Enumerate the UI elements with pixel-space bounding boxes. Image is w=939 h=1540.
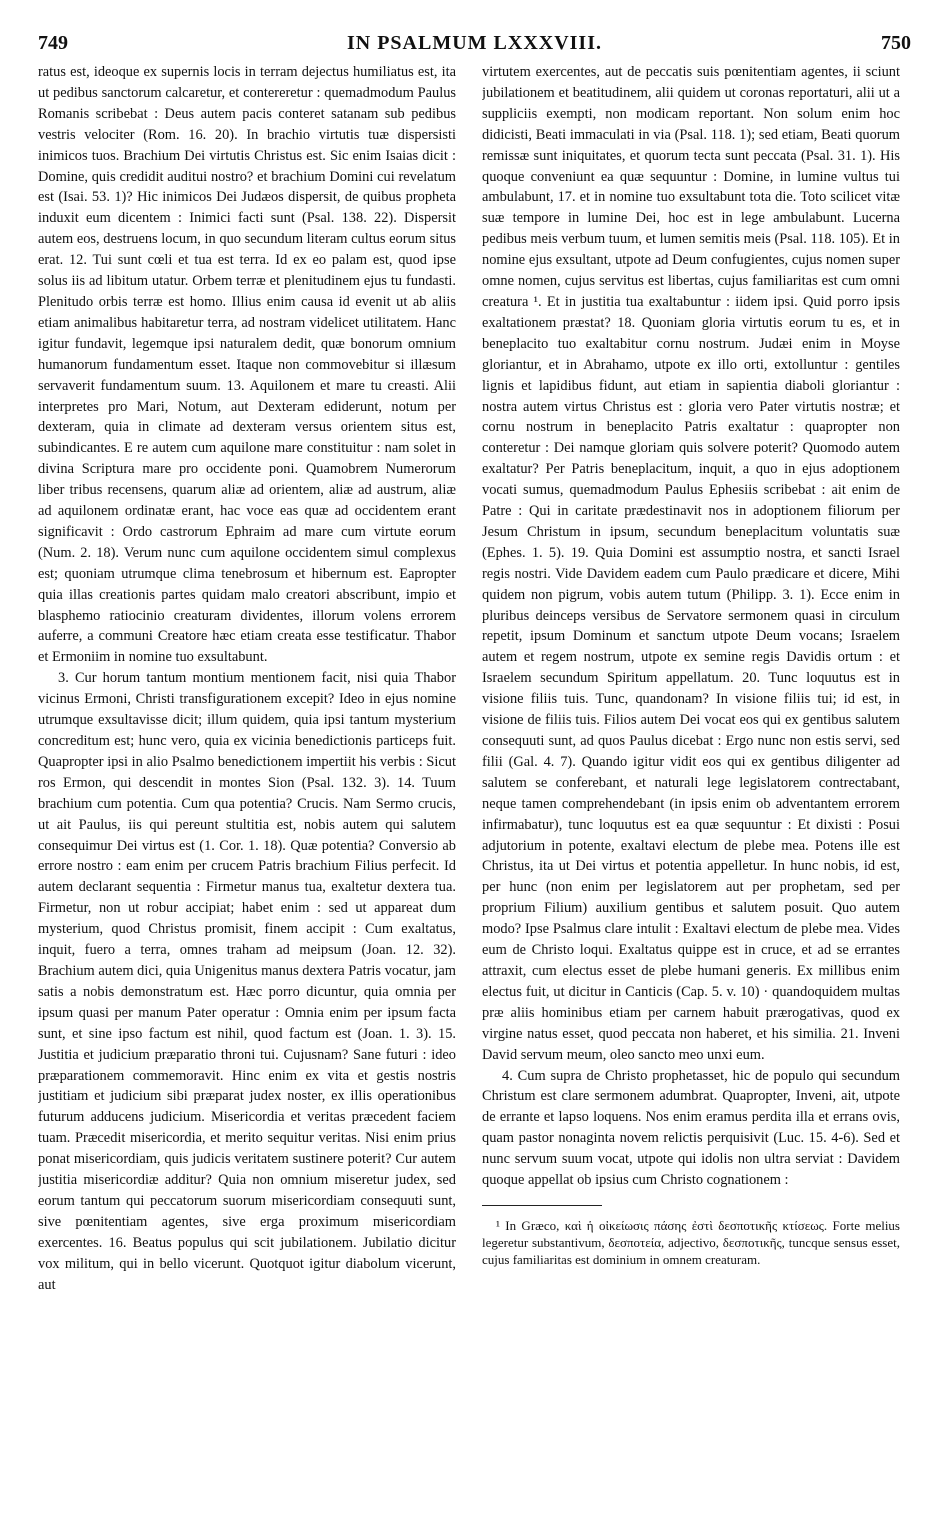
paragraph: 3. Cur horum tantum montium mentionem facit, nisi quia Thabor vicinus Ermoni, Christi transfigurationem excepit? Ideo in ejus nomine utrumque exsultavisse dicit; illum quidem, quia ipsi tantum mysterium concreditum est; hunc vero, quia ex vicinia benedictionis particeps fuit. Quapropter ipsi in alio Psalmo benedictionem impertiit his verbis : Sicut ros Ermon, qui descendit in montes Sion (Psal. 132. 3). 14. Tuum brachium cum potentia. Cum qua potentia? Crucis. Nam Sermo crucis, ut ait Paulus, iis qui pereunt stultitia est, nobis autem qui salutem consequimur Dei virtus est (1. Cor. 1. 18). Quæ potentia? Conversio ab errore nostro : eam enim per crucem Patris brachium Filius perfecit. Id autem declarant sequentia : Firmetur manus tua, exaltetur dextera tua. Firmetur, non ut robur accipiat; habet enim : sed ut appareat dum mysterium, quod Christus promisit, finem accipit : Cum exaltatus, inquit, fuero a terra, omnes traham ad meipsum (Joan. 12. 32). Brachium autem dici, quia Unigenitus manus dextera Patris vocatur, jam satis a nobis demonstratum est. Hæc porro dicuntur, quia omnia per ipsum quasi per manum Pater operatur : Omnia enim per ipsum facta sunt, et sine ipso factum est nihil, quod factum est (Joan. 1. 3). 15. Justitia et judicium præparatio throni tui. Cujusnam? Sane futuri : ideo præparationem commemoravit. Hinc enim ex vita et gestis nostris justitiam et judicium sibi præparat judex noster, ex illis operationibus futurum adducens judicium. Misericordia et veritas præcedent faciem tuam. Præcedit misericordia, et merito sequitur veritas. Nisi enim prius ponat misericordiam, quis judicis veritatem sustinere poterit? Cur autem justitia misericordiæ additur? Quia non omnium miseretur judex, sed eorum tantum qui peccatorum suorum misericordiam consequuti sunt, sive pœnitentiam agentes, sive erga proximum misericordiam exercentes. 16. Beatus populus qui scit jubilationem. Jubilatio dicitur vox militum, qui in bello vicerunt. Quotquot igitur diabolum vicerunt, aut — [38, 670, 456, 1293]
paragraph: 4. Cum supra de Christo prophetasset, hic de populo qui secundum Christum est clare sermonem adumbrat. Quapropter, Inveni, ait, utpote de errante et lapso loquens. Nos enim eramus perdita illa et errans ovis, quam pastor nonaginta novem relictis perquisivit (Luc. 15. 4-6). Sed et nunc servum suum vocat, utpote qui idolis non ultra serviat : Davidem quoque appellat ob ipsius cum Christo cognationem : — [482, 1067, 900, 1189]
left-column — [38, 62, 456, 1532]
footnote-separator — [482, 1191, 900, 1217]
footnote: ¹ In Græco, καὶ ἡ οἰκείωσις πάσης ἐστὶ δεσποτικῆς κτίσεως. Forte melius legeretur substantivum, δεσποτεία, adjectivo, δεσποτικῆς, tuncque sensus esset, cujus familiaritas est dominium in omnem creaturam. — [482, 1217, 900, 1267]
right-column — [482, 62, 900, 1532]
paragraph: ratus est, ideoque ex supernis locis in terram dejectus humiliatus est, ita ut pedibus sanctorum calcaretur, et contereretur : quemadmodum Paulus Romanis scribebat : Deus autem pacis conteret satanam sub pedibus vestris velociter (Rom. 16. 20). In brachio virtutis tuæ dispersisti inimicos tuos. Brachium Dei virtutis Christus est. Sic enim Isaias dicit : Domine, quis credidit auditui nostro? et brachium Domini cui revelatum est (Isai. 53. 1)? Hic inimicos Dei Judæos dispersit, de quibus propheta induxit eum dicentem : Inimici facti sunt (Psal. 138. 22). Dispersit autem eos, destruens locum, in quo secundum literam cultus eorum situs erat. 12. Tui sunt cœli et tua est terra. Id ex eo palam est, quod ipse solus iis ad libitum utatur. Orbem terræ et plenitudinem ejus tu fundasti. Plenitudo orbis terræ est homo. Illius enim causa id evenit ut ab aliis etiam animalibus habitaretur terra, ad nostram videlicet utilitatem. Hanc igitur fundavit, legemque ipsi naturalem dedit, quæ bonorum omnium humanorum fundamentum esset. Itaque non commovebitur si illæsum servaverit fundamentum suum. 13. Aquilonem et mare tu creasti. Alii interpretes pro Mari, Notum, aut Dexteram ediderunt, notum per dexteram, quia in climate ad dexteram versus orientem situs est, subindicantes. E re autem cum aquilone mare constituitur : nam solet in divina Scriptura mare pro occidente poni. Quamobrem Numerorum liber tribus recensens, quarum aliæ ad orientem, aliæ ad austrum, aliæ ad aquilonem ordinatæ erant, hac voce eas quæ ad occidentem erant significavit : Ordo castrorum Ephraim ad mare cum virtute eorum (Num. 2. 18). Verum nunc cum aquilone occidentem simul complexus est; quoniam utrumque clima tenebrosum et hibernum est. Eapropter quia illas creationis partes quidam malo creatori abscribunt, impio et blasphemo ratiocinio creaturam dividentes, illorum volens errorem auferre, a communi Creatore hæc etiam creata esse testificatur. Thabor et Ermoniim in nomine tuo exsultabunt. — [38, 64, 456, 666]
page-number-right: 750 — [881, 32, 911, 54]
page-number-left: 749 — [38, 32, 68, 54]
running-title: IN PSALMUM LXXXVIII. — [346, 32, 602, 54]
running-header — [38, 32, 911, 58]
paragraph: virtutem exercentes, aut de peccatis suis pœnitentiam agentes, ii sciunt jubilationem et beatitudinem, alii quidem ut coronas reportaturi, alii ut a suppliciis exempti, non modicam reportant. Non solum enim hoc didicisti, Beati immaculati in via (Psal. 118. 1); sed etiam, Beati quorum remissæ sunt iniquitates, et quorum tecta sunt peccata (Psal. 31. 1). His quoque conveniunt ea quæ sequuntur : Domine, in lumine vultus tui ambulabunt, 17. et in nomine tuo exsultabunt tota die. Toto scilicet vitæ suæ tempore in lumine Dei, hoc est in lege ambulabunt. Lucerna pedibus meis verbum tuum, et lumen semitis meis (Psal. 118. 105). Et in nomine ejus exsultant, utpote ad Deum confugientes, cujus nomen super omne nomen, cujus servitus est libertas, cujus familiaritas est cum omni creatura ¹. Et in justitia tua exaltabuntur : iidem ipsi. Quid porro ipsis exaltationem præstat? 18. Quoniam gloria virtutis eorum tu es, et in beneplacito tuo exaltabitur cornu nostrum. Judæi enim in Moyse gloriantur, et in Abrahamo, utpote ex illo orti, extolluntur : gentiles lignis et lapidibus fidunt, aut etiam in sapientia diaboli gloriantur : nostra autem virtus Christus est : gloria vero Pater virtutis nostræ; et cornu nostrum in beneplacito Patris exaltatur : quapropter non conteretur : Dei namque gloriam quis solvere poterit? Quomodo autem exaltatur? Per Patris beneplacitum, inquit, a quo in ejus adoptionem vocati sumus, quemadmodum Paulus Ephesiis scribebat : ait enim de Patre : Qui in caritate prædestinavit nos in adoptionem filiorum per Jesum Christum in ipsum, secundum beneplacitum voluntatis suæ (Ephes. 1. 5). 19. Quia Domini est assumptio nostra, et sancti Israel regis nostri. Vide Davidem eadem cum Paulo prædicare et dicere, Mihi quidem non pigrum, vobis autem tutum (Philipp. 3. 1). Ecce enim in pluribus deinceps versibus de Servatore sermonem quasi in circulum repetit, ipsum Dominum et sanctum utpote Deum vocans; Israelem autem et regem nostrum, utpote ex semine regis Davidis ortum : et Israelem secundum Spiritum appellatum. 20. Tunc loquutus est in visione filiis tuis. Tunc, quandonam? In visione filiis tui; id est, in visione de filiis tuis. Filios autem Dei vocat eos qui ex gentibus salutem consequuti sunt, ad quos Paulus dicebat : Ergo nunc non estis servi, sed filii (Gal. 4. 7). Quando igitur vidit eos qui ex gentibus diligenter ad salutem se conferebant, et naturali lege legislatorem contrectabant, neque tamen comprehendebant (in ipsis enim ob adventantem errorem infirmabatur), tunc loquutus est ea quæ sequuntur : Et dixisti : Posui adjutorium in potente, exaltavi electum de plebe mea. Potens ille est Christus, ita ut Dei virtus et potentia appelletur. In hunc nobis, id est, per hunc (non enim per legislatorem aut per prophetam, sed per proprium Filium) auxilium gentibus et salutem posuit. Quo autem modo? Ipse Psalmus clare intulit : Exaltavi electum de plebe mea. Vides eum de Christo loqui. Exaltatus quippe est in cruce, et ad se errantes attraxit, cum electus esset de plebe humani generis. Ex millibus enim electus fuit, ut dicitur in Canticis (Cap. 5. v. 10) · quandoquidem multas præ aliis hominibus etiam per carnem habuit prærogativas, quod ex virgine natus esset, quod peccata non haberet, et his similia. 21. Inveni David servum meum, oleo sancto meo unxi eum. — [482, 64, 900, 1063]
